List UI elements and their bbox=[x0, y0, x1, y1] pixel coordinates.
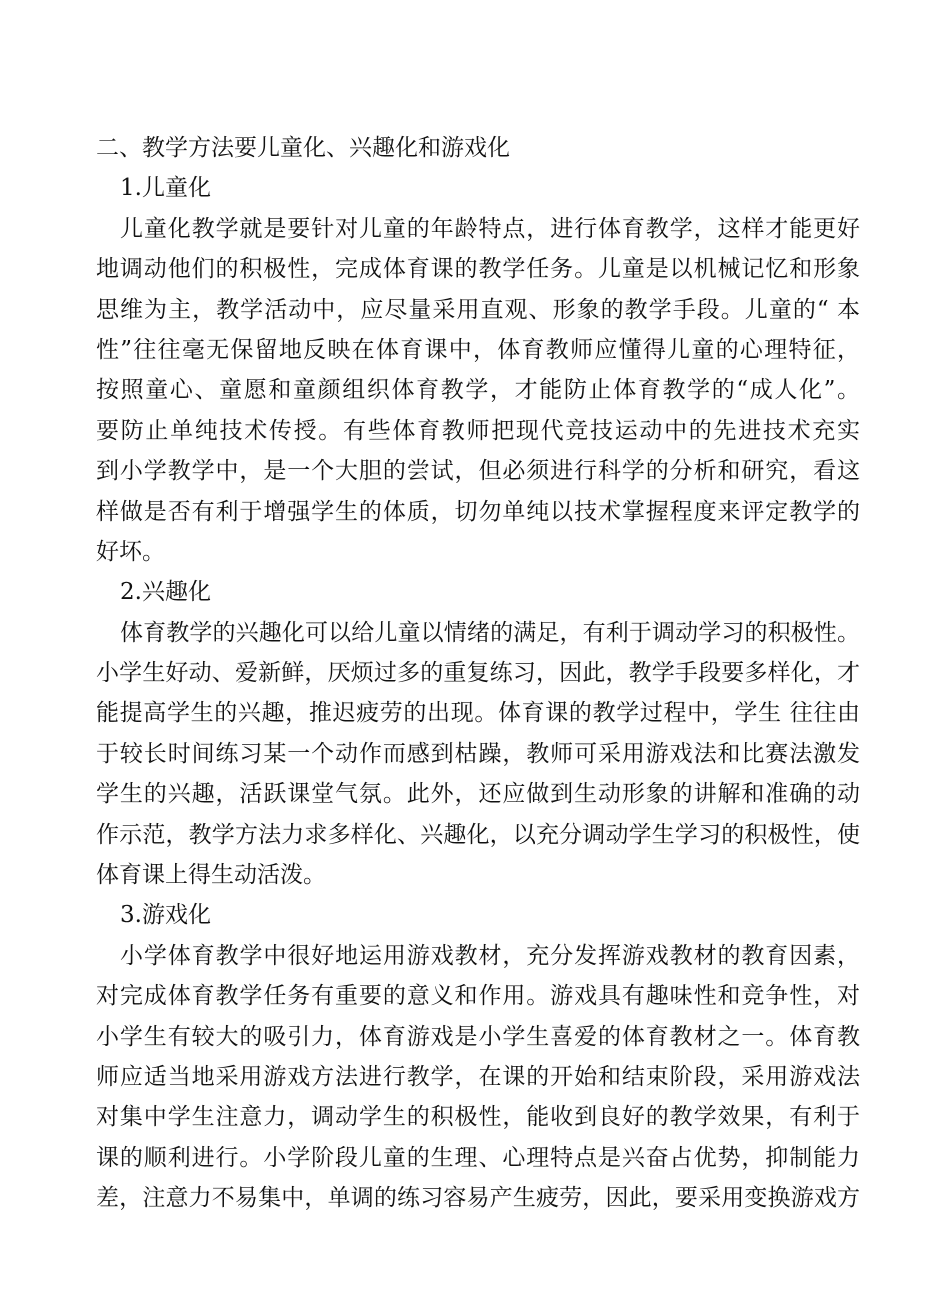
paragraph-line: 于较长时间练习某一个动作而感到枯躁，教师可采用游戏法和比赛法激发 bbox=[96, 740, 860, 767]
paragraph-line: 性”往往毫无保留地反映在体育课中，体育教师应懂得儿童的心理特征， bbox=[96, 336, 860, 363]
document-body bbox=[96, 128, 860, 1219]
paragraph-line: 对完成体育教学任务有重要的意义和作用。游戏具有趣味性和竞争性，对 bbox=[96, 983, 860, 1010]
paragraph-line: 学生的兴趣，活跃课堂气氛。此外，还应做到生动形象的讲解和准确的动 bbox=[96, 781, 860, 808]
paragraph-line: 儿童化教学就是要针对儿童的年龄特点，进行体育教学，这样才能更好 bbox=[120, 215, 860, 242]
paragraph-line: 小学生有较大的吸引力，体育游戏是小学生喜爱的体育教材之一。体育教 bbox=[96, 1023, 860, 1050]
subsection-title-interest: 2.兴趣化 bbox=[120, 579, 211, 606]
subsection-title-game: 3.游戏化 bbox=[120, 902, 211, 929]
paragraph-line: 体育教学的兴趣化可以给儿童以情绪的满足，有利于调动学习的积极性。 bbox=[120, 619, 860, 646]
paragraph-line: 对集中学生注意力，调动学生的积极性，能收到良好的教学效果，有利于 bbox=[96, 1104, 860, 1131]
paragraph-line: 课的顺利进行。小学阶段儿童的生理、心理特点是兴奋占优势，抑制能力 bbox=[96, 1144, 860, 1171]
paragraph-line: 能提高学生的兴趣，推迟疲劳的出现。体育课的教学过程中，学生 往往由 bbox=[96, 700, 860, 727]
paragraph-line: 按照童心、童愿和童颜组织体育教学，才能防止体育教学的“成人化”。 bbox=[96, 377, 860, 404]
section-heading: 二、教学方法要儿童化、兴趣化和游戏化 bbox=[96, 135, 510, 161]
paragraph-line: 体育课上得生动活泼。 bbox=[96, 862, 326, 889]
paragraph-line: 样做是否有利于增强学生的体质，切勿单纯以技术掌握程度来评定教学的 bbox=[96, 498, 860, 525]
paragraph-line: 作示范，教学方法力求多样化、兴趣化，以充分调动学生学习的积极性，使 bbox=[96, 821, 860, 848]
paragraph-line: 小学生好动、爱新鲜，厌烦过多的重复练习，因此，教学手段要多样化，才 bbox=[96, 660, 860, 687]
subsection-title-childlike: 1.儿童化 bbox=[120, 175, 211, 202]
paragraph-line: 要防止单纯技术传授。有些体育教师把现代竞技运动中的先进技术充实 bbox=[96, 417, 860, 444]
paragraph-line: 到小学教学中，是一个大胆的尝试，但必须进行科学的分析和研究，看这 bbox=[96, 458, 860, 485]
paragraph-line: 差，注意力不易集中，单调的练习容易产生疲劳，因此，要采用变换游戏方 bbox=[96, 1185, 860, 1212]
paragraph-line: 小学体育教学中很好地运用游戏教材，充分发挥游戏教材的教育因素， bbox=[120, 942, 860, 969]
paragraph-line: 师应适当地采用游戏方法进行教学，在课的开始和结束阶段，采用游戏法 bbox=[96, 1063, 860, 1090]
paragraph-line: 地调动他们的积极性，完成体育课的教学任务。儿童是以机械记忆和形象 bbox=[96, 256, 860, 283]
paragraph-line: 思维为主，教学活动中，应尽量采用直观、形象的教学手段。儿童的“ 本 bbox=[96, 296, 860, 323]
paragraph-line: 好坏。 bbox=[96, 538, 165, 565]
